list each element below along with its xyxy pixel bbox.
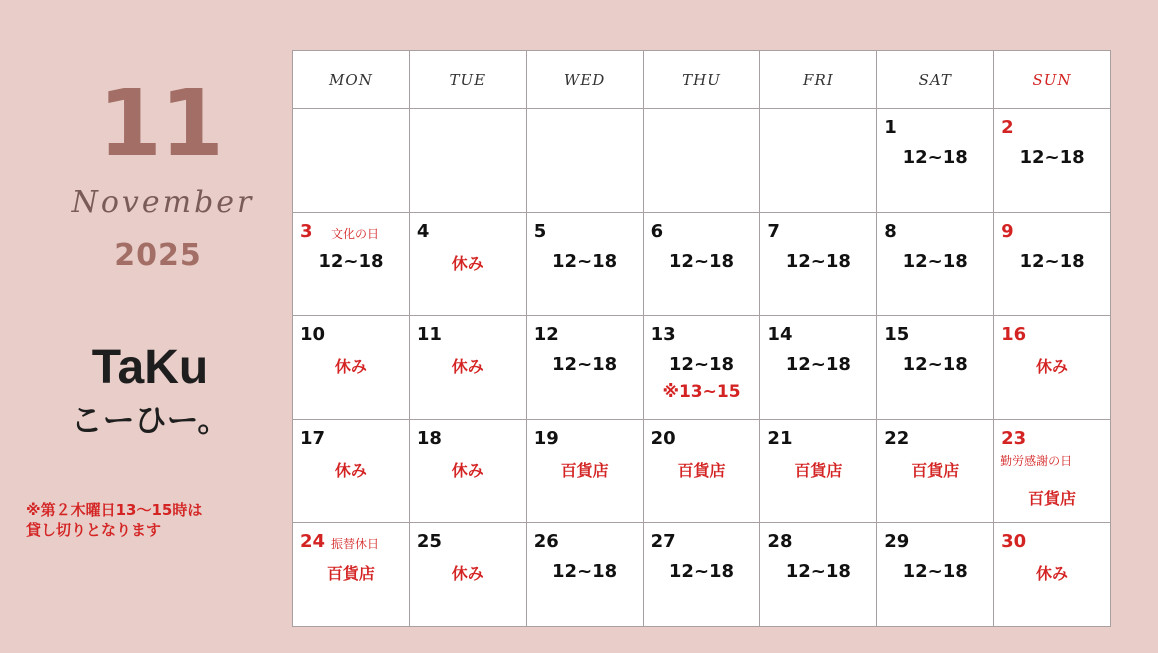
day-cell bbox=[644, 109, 761, 213]
holiday-label: 振替休日 bbox=[331, 537, 380, 552]
day-number: 10 bbox=[300, 324, 326, 346]
day-cell bbox=[527, 109, 644, 213]
day-number: 5 bbox=[533, 220, 547, 242]
logo-subtext: こーひー。 bbox=[70, 401, 230, 439]
day-number: 26 bbox=[533, 531, 559, 553]
day-number: 23 bbox=[1001, 427, 1027, 449]
day-number: 6 bbox=[650, 220, 664, 242]
day-number: 16 bbox=[1001, 324, 1027, 346]
day-status: 休み bbox=[334, 357, 367, 377]
day-status: 12~18 bbox=[552, 250, 618, 272]
day-cell bbox=[760, 109, 877, 213]
left-panel bbox=[0, 0, 292, 653]
day-number: 24 bbox=[300, 531, 326, 553]
logo-text: TaKu bbox=[91, 341, 209, 394]
day-cell bbox=[760, 213, 877, 317]
day-status: 12~18 bbox=[668, 250, 735, 272]
day-cell bbox=[994, 420, 1111, 524]
day-number: 7 bbox=[767, 220, 780, 242]
day-number: 8 bbox=[884, 220, 897, 242]
day-number: 20 bbox=[650, 427, 676, 449]
day-number: 13 bbox=[650, 324, 676, 346]
day-status: 12~18 bbox=[668, 354, 735, 376]
day-cell bbox=[877, 213, 994, 317]
day-cell bbox=[293, 420, 410, 524]
day-cell bbox=[877, 420, 994, 524]
day-cell bbox=[644, 213, 761, 317]
day-status: 休み bbox=[334, 460, 367, 480]
charter-note-line2: 貸し切りとなります bbox=[26, 521, 162, 539]
day-cell bbox=[877, 109, 994, 213]
day-cell bbox=[527, 213, 644, 317]
day-cell bbox=[293, 213, 410, 317]
day-extra-note: ※13~15 bbox=[662, 382, 741, 403]
day-number: 19 bbox=[533, 427, 559, 449]
day-cell bbox=[410, 316, 527, 420]
day-status: 休み bbox=[1036, 564, 1069, 584]
day-cell bbox=[293, 523, 410, 627]
weekday-header-tue: TUE bbox=[410, 51, 527, 109]
day-cell bbox=[994, 213, 1111, 317]
day-status: 百貨店 bbox=[911, 460, 960, 480]
day-status: 休み bbox=[451, 460, 484, 480]
year: 2025 bbox=[114, 238, 202, 273]
day-status: 休み bbox=[1036, 357, 1069, 377]
day-status: 百貨店 bbox=[560, 460, 609, 480]
day-status: 12~18 bbox=[785, 561, 851, 583]
day-number: 27 bbox=[650, 531, 676, 553]
day-status: 12~18 bbox=[902, 354, 968, 376]
day-number: 25 bbox=[416, 531, 442, 553]
day-status: 12~18 bbox=[902, 561, 968, 583]
day-status: 百貨店 bbox=[794, 460, 843, 480]
day-status: 百貨店 bbox=[326, 564, 375, 584]
day-cell bbox=[410, 420, 527, 524]
day-cell bbox=[994, 523, 1111, 627]
weekday-header-sun: SUN bbox=[994, 51, 1111, 109]
day-cell bbox=[527, 420, 644, 524]
charter-note-line1: ※第２木曜日13～15時は bbox=[26, 501, 203, 519]
day-number: 9 bbox=[1001, 220, 1014, 242]
holiday-label: 勤労感謝の日 bbox=[1000, 453, 1073, 468]
day-status: 12~18 bbox=[785, 250, 851, 272]
day-status: 12~18 bbox=[785, 354, 851, 376]
day-status: 12~18 bbox=[552, 561, 618, 583]
day-status: 休み bbox=[451, 253, 484, 273]
day-cell bbox=[527, 523, 644, 627]
day-cell bbox=[293, 109, 410, 213]
day-number: 29 bbox=[884, 531, 910, 553]
day-cell bbox=[527, 316, 644, 420]
day-number: 11 bbox=[416, 324, 442, 346]
day-status: 12~18 bbox=[318, 250, 384, 272]
weekday-header-mon: MON bbox=[293, 51, 410, 109]
day-cell bbox=[760, 420, 877, 524]
weekday-header-sat: SAT bbox=[877, 51, 994, 109]
day-cell bbox=[644, 316, 761, 420]
day-status: 休み bbox=[451, 357, 484, 377]
day-number: 4 bbox=[416, 220, 430, 242]
day-cell bbox=[760, 316, 877, 420]
day-status: 12~18 bbox=[1019, 147, 1085, 168]
day-number: 12 bbox=[533, 324, 559, 346]
day-cell bbox=[410, 213, 527, 317]
month-number: 11 bbox=[97, 70, 223, 177]
day-cell bbox=[994, 316, 1111, 420]
day-status: 12~18 bbox=[902, 250, 968, 272]
calendar-grid bbox=[292, 50, 1111, 627]
day-number: 2 bbox=[1001, 117, 1014, 138]
month-name: November bbox=[71, 185, 255, 220]
holiday-label: 文化の日 bbox=[331, 226, 380, 241]
day-status: 12~18 bbox=[668, 561, 735, 583]
day-status: 百貨店 bbox=[677, 460, 726, 480]
day-number: 28 bbox=[767, 531, 793, 553]
charter-note bbox=[26, 500, 292, 540]
day-cell bbox=[877, 316, 994, 420]
day-number: 14 bbox=[767, 324, 793, 346]
day-status: 百貨店 bbox=[1028, 488, 1077, 508]
day-number: 3 bbox=[300, 220, 313, 242]
day-number: 22 bbox=[884, 427, 910, 449]
weekday-header-fri: FRI bbox=[760, 51, 877, 109]
day-status: 12~18 bbox=[552, 354, 618, 376]
day-status: 12~18 bbox=[1019, 250, 1085, 272]
day-cell bbox=[994, 109, 1111, 213]
day-status: 12~18 bbox=[902, 147, 968, 168]
day-number: 17 bbox=[300, 427, 326, 449]
day-number: 15 bbox=[884, 324, 910, 346]
day-cell bbox=[644, 523, 761, 627]
day-number: 30 bbox=[1001, 531, 1027, 553]
day-cell bbox=[410, 523, 527, 627]
weekday-header-wed: WED bbox=[527, 51, 644, 109]
day-cell bbox=[877, 523, 994, 627]
day-cell bbox=[644, 420, 761, 524]
day-cell bbox=[760, 523, 877, 627]
weekday-header-thu: THU bbox=[644, 51, 761, 109]
day-number: 1 bbox=[884, 117, 897, 138]
day-status: 休み bbox=[451, 564, 484, 584]
day-cell bbox=[293, 316, 410, 420]
day-number: 21 bbox=[767, 427, 793, 449]
day-cell bbox=[410, 109, 527, 213]
day-number: 18 bbox=[416, 427, 442, 449]
